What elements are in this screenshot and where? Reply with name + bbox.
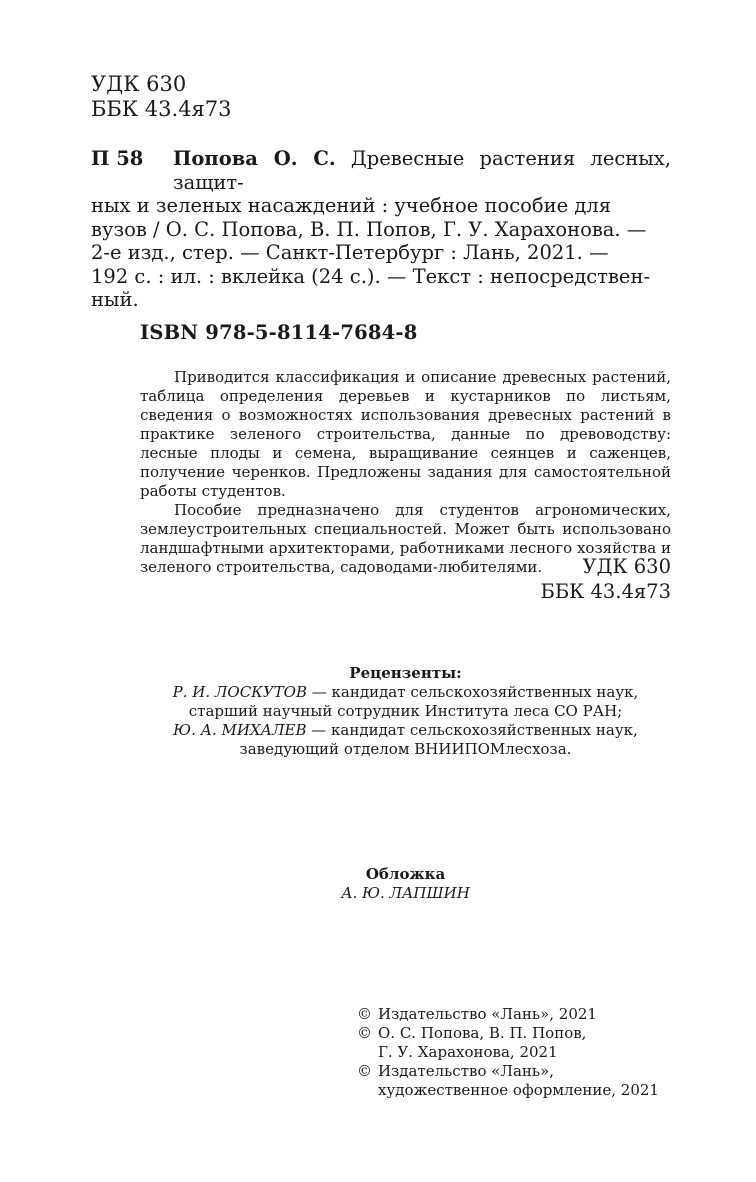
title-line-3: вузов / О. С. Попова, В. П. Попов, Г. У. Харахонова. — — [91, 217, 647, 241]
cover-heading: Обложка — [365, 865, 446, 883]
reviewers — [140, 664, 671, 759]
author-name: Попова О. С. — [173, 147, 336, 170]
title-line-6: ный. — [91, 288, 139, 311]
bbk-code-bottom: ББК 43.4я73 — [540, 580, 671, 603]
udk-code-bottom: УДК 630 — [582, 555, 671, 578]
classification-top — [91, 72, 232, 122]
reviewer-2-position: заведующий отделом ВНИИПОМлесхоза. — [239, 740, 572, 758]
copyright-design-cont: художественное оформление, 2021 — [378, 1081, 659, 1099]
title-line-4: 2-е изд., стер. — Санкт-Петербург : Лань, 2021. — — [91, 241, 609, 264]
annotation-paragraph-1: Приводится классификация и описание древесных растений, таблица определения деревьев и кустарников по листьям, сведения о возможностях использования древесных растений в практике зеленого строительства, данные по древоводству: лесные плоды и семена, выращивание сеянцев и саженцев, получение черенков. Предложены задания для самостоятельной работы студентов. — [140, 368, 671, 500]
author-sign: П 58 — [91, 147, 144, 170]
reviewer-1-position: старший научный сотрудник Института леса СО РАН; — [188, 702, 623, 720]
reviewers-heading: Рецензенты: — [349, 664, 462, 682]
annotation-paragraph-2: Пособие предназначено для студентов агрономических, землеустроительных специальностей. Может быть использовано ландшафтными архитекторами, работниками лесного хозяйства и зеленого строительства, садоводами-любителями. — [140, 501, 671, 576]
copyright-symbol: © — [357, 1024, 372, 1042]
cover-designer: А. Ю. ЛАПШИН — [341, 884, 470, 902]
udk-code: УДК 630 — [91, 72, 187, 96]
bibliographic-record — [91, 147, 671, 312]
copyright-publisher: Издательство «Лань», 2021 — [378, 1005, 597, 1023]
copyright-authors: О. С. Попова, В. П. Попов, — [378, 1024, 587, 1042]
title-line-5: 192 с. : ил. : вклейка (24 с.). — Текст : непосредствен- — [91, 264, 651, 288]
copyright-symbol: © — [357, 1005, 372, 1023]
copyright-design: Издательство «Лань», — [378, 1062, 555, 1080]
reviewer-2-degree: — кандидат сельскохозяйственных наук, — [306, 721, 638, 739]
classification-bottom — [541, 554, 671, 604]
bibliographic-entry — [173, 147, 671, 194]
cover-credit — [140, 865, 671, 903]
reviewer-2-name: Ю. А. МИХАЛЕВ — [173, 721, 307, 739]
reviewer-1-name: Р. И. ЛОСКУТОВ — [172, 683, 307, 701]
title-line-2: ных и зеленых насаждений : учебное пособие для — [91, 194, 612, 217]
annotation — [140, 368, 671, 577]
isbn: ISBN 978-5-8114-7684-8 — [140, 321, 418, 344]
copyright-symbol: © — [357, 1062, 372, 1080]
copyright-block — [357, 1005, 659, 1100]
copyright-authors-cont: Г. У. Харахонова, 2021 — [378, 1043, 558, 1061]
title-line-1: Древесные растения лесных, защит- — [173, 147, 671, 194]
bbk-code: ББК 43.4я73 — [91, 97, 232, 121]
reviewer-1-degree: — кандидат сельскохозяйственных наук, — [306, 683, 639, 701]
